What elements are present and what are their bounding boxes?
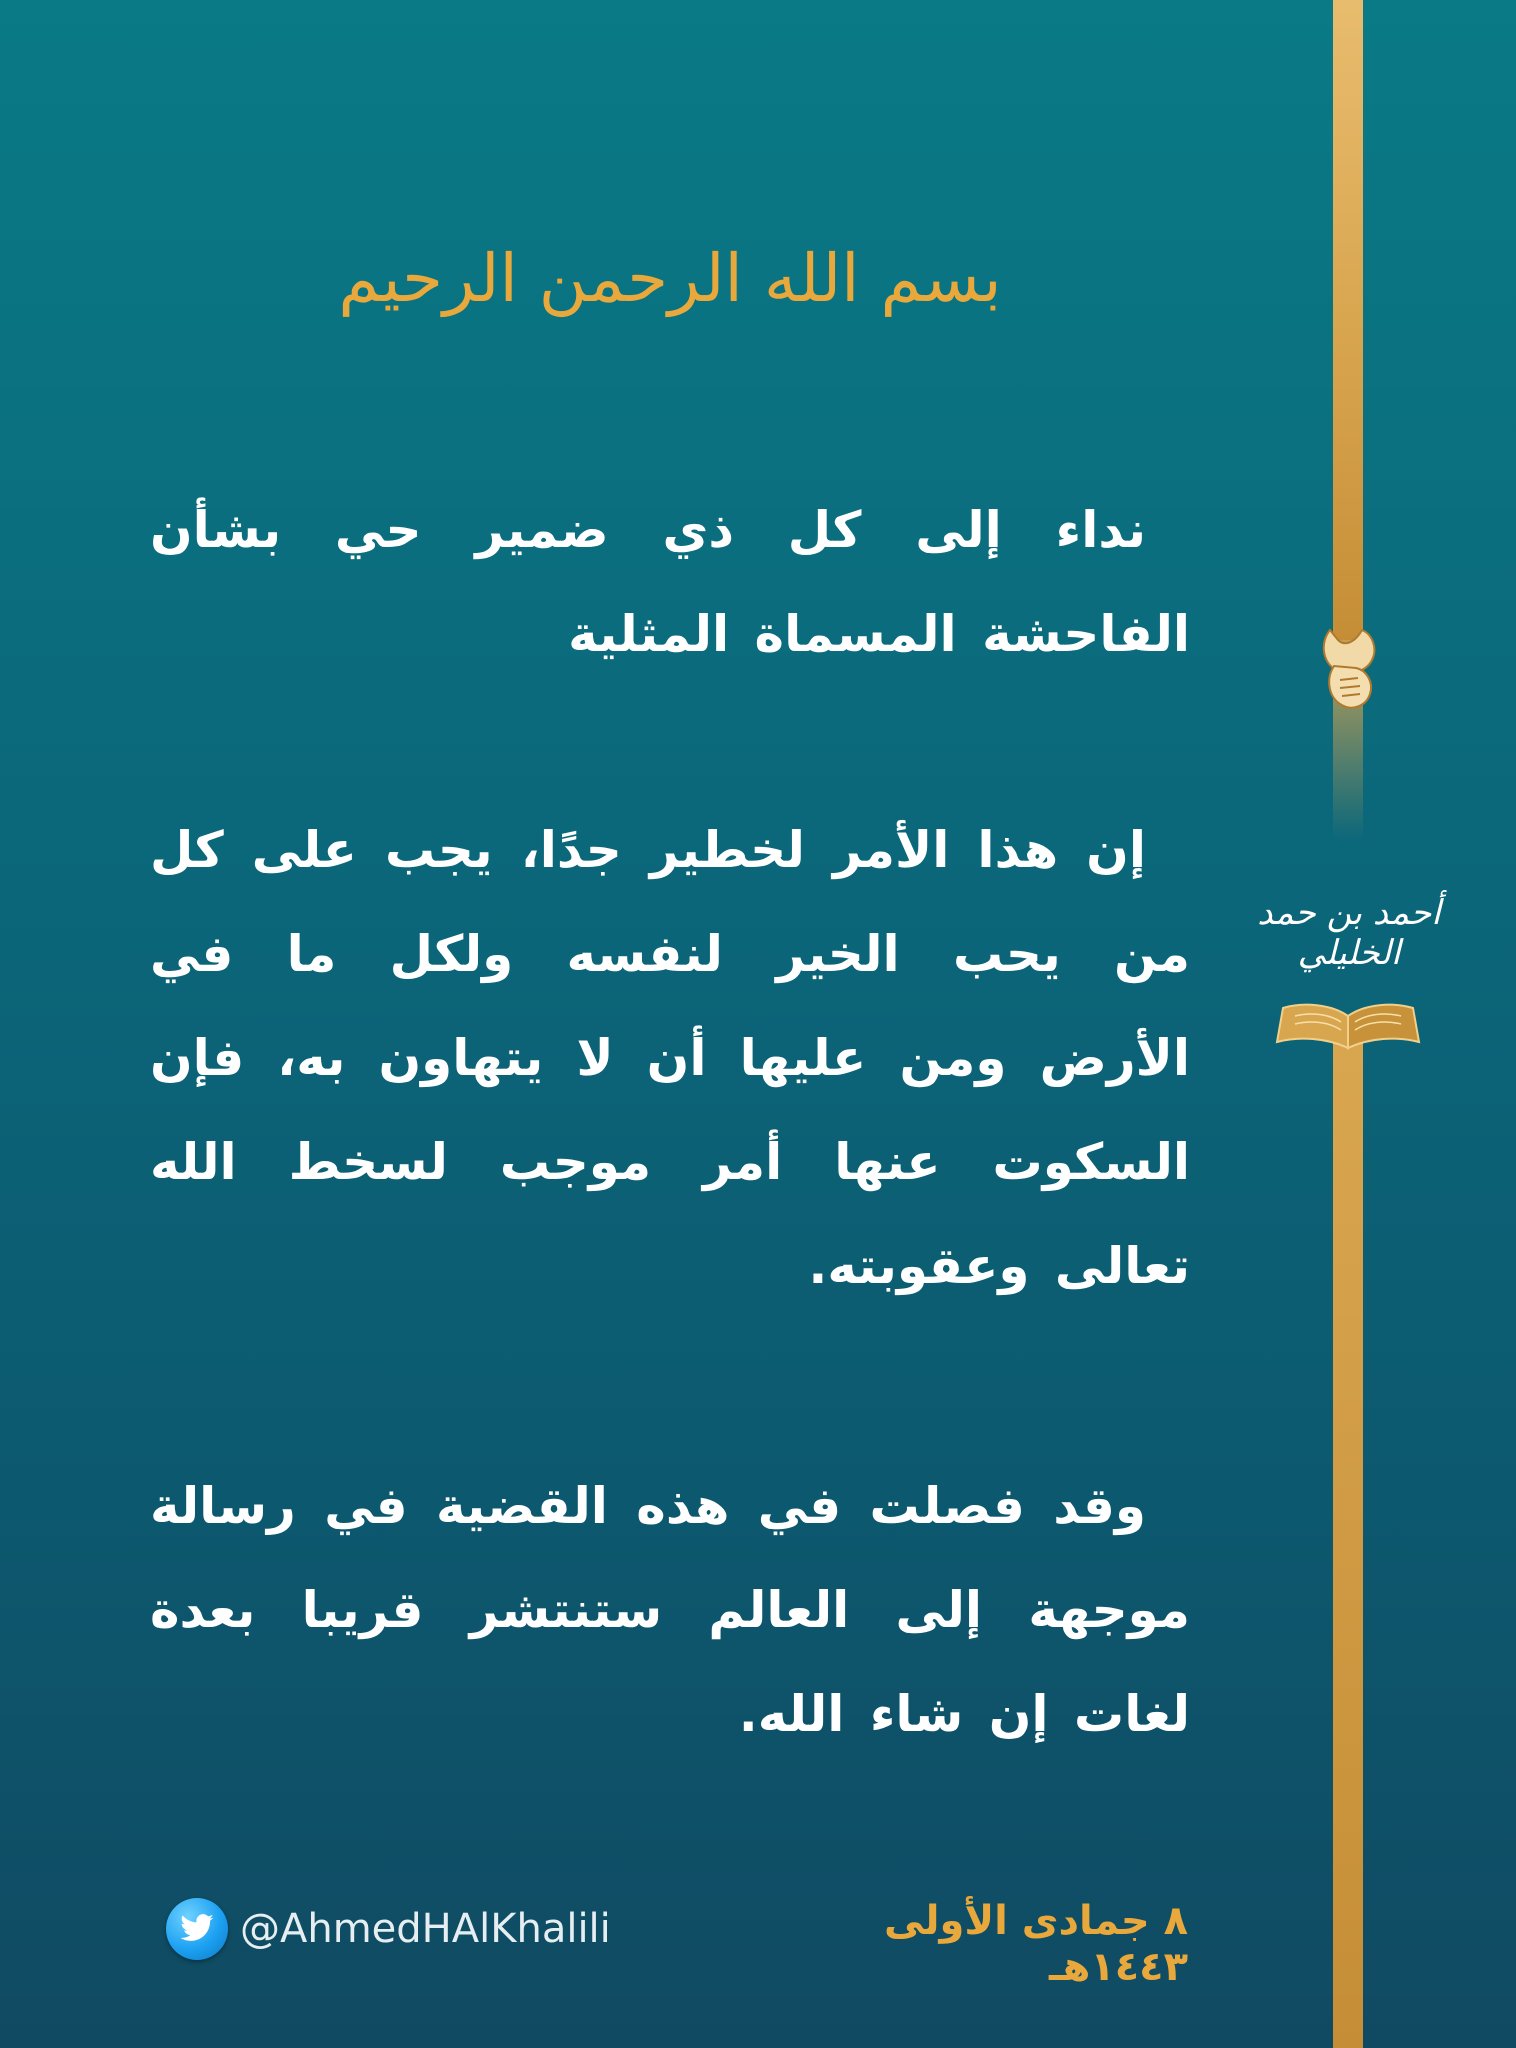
signature: أحمد بن حمد الخليلي — [1257, 893, 1441, 973]
twitter-handle-text[interactable]: @AhmedHAlKhalili — [240, 1906, 611, 1952]
hijri-date: ٨ جمادى الأولى ١٤٤٣هـ — [884, 1898, 1188, 1990]
paragraph-2 — [150, 798, 1190, 1318]
basmala-heading: بسم الله الرحمن الرحيم — [338, 240, 1002, 317]
paragraph-3 — [150, 1454, 1190, 1766]
clasped-hands-icon — [1316, 620, 1380, 720]
open-book-icon — [1275, 998, 1421, 1050]
paragraph-3-text: وقد فصلت في هذه القضية في رسالة موجهة إلى العالم ستنتشر قريبا بعدة لغات إن شاء الله. — [150, 1477, 1190, 1743]
paragraph-2-text: إن هذا الأمر لخطير جدًا، يجب على كل من يحب الخير لنفسه ولكل ما في الأرض ومن عليها أن لا يتهاون به، فإن السكوت عنها أمر موجب لسخط الله تعالى وعقوبته. — [150, 821, 1190, 1295]
paragraph-1 — [150, 478, 1190, 686]
twitter-bird-icon[interactable] — [166, 1898, 228, 1960]
gold-vertical-bar-top — [1333, 0, 1363, 640]
twitter-handle-link[interactable] — [166, 1896, 611, 1962]
paragraph-1-text: نداء إلى كل ذي ضمير حي بشأن الفاحشة المسماة المثلية — [150, 501, 1190, 663]
gold-vertical-bar-bottom — [1333, 1040, 1363, 2048]
